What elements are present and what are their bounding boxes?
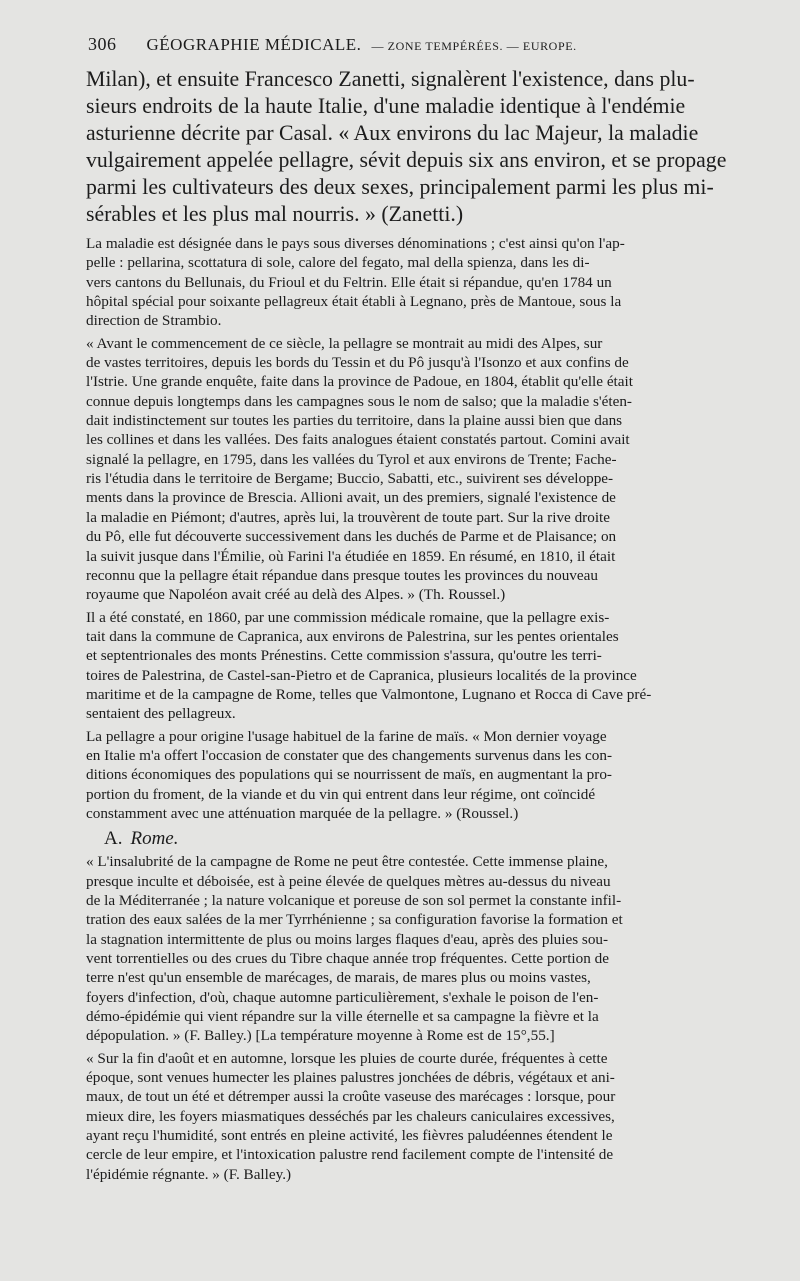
text-line: « Avant le commencement de ce siècle, la pellagre se montrait au midi des Alpes, sur xyxy=(86,334,603,352)
section-letter: A. xyxy=(104,828,123,850)
running-section: — ZONE TEMPÉRÉES. — EUROPE. xyxy=(371,39,577,53)
text-line: sentaient des pellagreux. xyxy=(86,705,236,723)
text-line: tration des eaux salées de la mer Tyrrhénienne ; sa configuration favorise la formation et xyxy=(86,911,623,929)
text-line: maritime et de la campagne de Rome, telles que Valmontone, Lugnano et Rocca di Cave pré- xyxy=(86,685,652,703)
text-line: ditions économiques des populations qui se nourrissent de maïs, en augmentant la pro- xyxy=(86,766,612,784)
text-line: vers cantons du Bellunais, du Frioul et du Feltrin. Elle était si répandue, qu'en 1784 un xyxy=(86,273,612,291)
text-line: La pellagre a pour origine l'usage habituel de la farine de maïs. « Mon dernier voyage xyxy=(86,727,607,745)
text-line: les collines et dans les vallées. Des faits analogues étaient constatés partout. Comini avait xyxy=(86,431,630,449)
text-line: ris l'étudia dans le territoire de Bergame; Buccio, Sabatti, etc., suivirent ses développe- xyxy=(86,470,614,488)
text-line: signalé la pellagre, en 1795, dans les vallées du Tyrol et aux environs de Trente; Fache- xyxy=(86,450,617,468)
text-line: et septentrionales des monts Prénestins. Cette commission s'assura, qu'outre les terri- xyxy=(86,647,602,665)
text-line: pelle : pellarina, scottatura di sole, calore del fegato, mal della spienza, dans les di- xyxy=(86,254,590,272)
paragraph xyxy=(86,334,732,605)
text-line: mieux dire, les foyers miasmatiques desséchés par les chaleurs caniculaires excessives, xyxy=(86,1107,615,1125)
text-line: parmi les cultivateurs des deux sexes, principalement parmi les plus mi- xyxy=(86,175,714,199)
text-line: la suivit jusque dans l'Émilie, où Farini l'a étudiée en 1859. En résumé, en 1810, il était xyxy=(86,547,616,565)
text-line: de vastes territoires, depuis les bords du Tessin et du Pô jusqu'à l'Isonzo et aux confins de xyxy=(86,354,629,372)
text-line: « L'insalubrité de la campagne de Rome ne peut être contestée. Cette immense plaine, xyxy=(86,853,608,871)
text-line: du Pô, elle fut découverte successivement dans les duchés de Parme et de Plaisance; on xyxy=(86,528,617,546)
text-line: dait indistinctement sur toutes les parties du territoire, dans la plaine aussi bien que dans xyxy=(86,412,623,430)
text-line: de la Méditerranée ; la nature volcanique et poreuse de son sol permet la constante infil- xyxy=(86,892,622,909)
text-line: reconnu que la pellagre était répandue dans presque toutes les provinces du nouveau xyxy=(86,566,598,584)
text-line: sérables et les plus mal nourris. » (Zanetti.) xyxy=(86,202,464,226)
text-line: la stagnation intermittente de plus ou moins larges flaques d'eau, après des pluies sou- xyxy=(86,930,609,948)
text-line: Milan), et ensuite Francesco Zanetti, signalèrent l'existence, dans plu- xyxy=(86,67,695,91)
text-line: la maladie en Piémont; d'autres, après lui, la trouvèrent de toute part. Sur la rive droite xyxy=(86,508,611,526)
text-line: démo-épidémie qui vient répandre sur la ville éternelle et sa campagne la fièvre et la xyxy=(86,1008,599,1026)
text-line: tait dans la commune de Capranica, aux environs de Palestrina, sur les pentes orientales xyxy=(86,627,619,645)
text-line: cercle de leur empire, et l'intoxication palustre rend facilement compte de l'intensité de xyxy=(86,1146,614,1164)
text-line: constamment avec une atténuation marquée de la pellagre. » (Roussel.) xyxy=(86,804,519,822)
paragraph xyxy=(86,608,732,724)
text-line: portion du froment, de la viande et du vin qui entrent dans leur régime, ont coïncidé xyxy=(86,785,596,803)
section-title: Rome. xyxy=(130,828,179,850)
paragraph xyxy=(86,1049,732,1184)
running-title: GÉOGRAPHIE MÉDICALE. xyxy=(146,35,362,54)
text-line: toires de Palestrina, de Castel-san-Pietro et de Capranica, plusieurs localités de la province xyxy=(86,666,637,684)
text-line: vulgairement appelée pellagre, sévit depuis six ans environ, et se propage xyxy=(86,148,727,172)
running-header xyxy=(88,34,728,55)
text-line: Il a été constaté, en 1860, par une commission médicale romaine, que la pellagre exis- xyxy=(86,608,610,626)
text-line: direction de Strambio. xyxy=(86,312,222,330)
paragraph xyxy=(86,234,732,331)
text-line: foyers d'infection, d'où, chaque automne particulièrement, s'exhale le poison de l'en- xyxy=(86,988,599,1006)
page-body xyxy=(86,66,732,1187)
text-line: asturienne décrite par Casal. « Aux environs du lac Majeur, la maladie xyxy=(86,121,699,145)
page-number: 306 xyxy=(88,34,117,54)
paragraph xyxy=(86,852,732,1045)
text-line: l'épidémie régnante. » (F. Balley.) xyxy=(86,1165,292,1183)
text-line: royaume que Napoléon avait créé au delà des Alpes. » (Th. Roussel.) xyxy=(86,586,506,604)
text-line: vent torrentielles ou des crues du Tibre chaque année trop fréquentes. Cette portion de xyxy=(86,950,609,968)
section-heading xyxy=(104,828,732,850)
text-line: presque inculte et déboisée, est à peine élevée de quelques mètres au-dessus du niveau xyxy=(86,872,611,890)
text-line: sieurs endroits de la haute Italie, d'une maladie identique à l'endémie xyxy=(86,94,686,118)
text-line: ments dans la province de Brescia. Allioni avait, un des premiers, signalé l'existence de xyxy=(86,489,616,507)
text-line: dépopulation. » (F. Balley.) [La température moyenne à Rome est de 15°,55.] xyxy=(86,1027,555,1045)
text-line: connue depuis longtemps dans les campagnes sous le nom de salso; que la maladie s'éten- xyxy=(86,392,632,410)
text-line: ayant reçu l'humidité, sont entrés en pleine activité, les fièvres paludéennes étendent le xyxy=(86,1127,613,1145)
paragraph xyxy=(86,727,732,824)
lead-paragraph xyxy=(86,66,732,228)
text-line: terre n'est qu'un ensemble de marécages, de marais, de mares plus ou moins vastes, xyxy=(86,969,591,987)
text-line: « Sur la fin d'août et en automne, lorsque les pluies de courte durée, fréquentes à cette xyxy=(86,1049,608,1067)
text-line: La maladie est désignée dans le pays sous diverses dénominations ; c'est ainsi qu'on l'ap- xyxy=(86,235,625,252)
text-line: hôpital spécial pour soixante pellagreux était établi à Legnano, près de Mantoue, sous la xyxy=(86,293,622,311)
text-line: maux, de tout un été et détremper aussi la croûte vaseuse des marécages : lorsque, pour xyxy=(86,1088,616,1106)
text-line: en Italie m'a offert l'occasion de constater que des changements survenus dans les con- xyxy=(86,746,613,764)
text-line: époque, sont venues humecter les plaines palustres jonchées de débris, végétaux et ani- xyxy=(86,1069,615,1087)
text-line: l'Istrie. Une grande enquête, faite dans la province de Padoue, en 1804, établit qu'elle était xyxy=(86,373,633,391)
